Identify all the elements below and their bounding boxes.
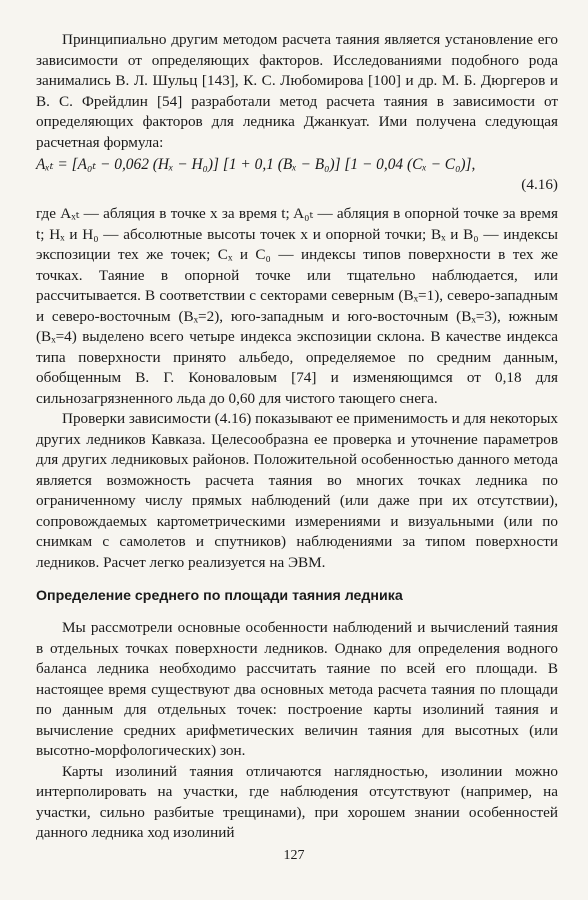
- page-number: 127: [283, 848, 305, 863]
- paragraph-isolines: Карты изолиний таяния отличаются наглядностью, изолинии можно интерполировать на участки, где наблюдения отсутствуют (например, на участки, сильно разбитые трещинами), при хорошем знании особенностей данного ледника ход изолиний: [36, 762, 558, 841]
- text-block-top: [36, 30, 558, 153]
- formula-4-16: [36, 155, 558, 175]
- text-block-middle: [36, 204, 558, 573]
- paragraph-methods: Мы рассмотрели основные особенности наблюдений и вычислений таяния в отдельных точках поверхности ледников. Однако для определения водного баланса ледника необходимо рассчитать таяние по всей его площади. В настоящее время существуют два основных метода расчета таяния по площади по данным для отдельных точек: построение карты изолиний таяния и вычисление средних арифметических величин таяния для высотных (или высотно-морфологических) зон.: [36, 619, 558, 759]
- paragraph-verification: Проверки зависимости (4.16) показывают ее применимость и для некоторых других ледников Кавказа. Целесообразна ее проверка и уточнение параметров для других ледниковых районов. Положительной особенностью данного метода является возможность расчета таяния во многих точках ледника по ограниченному числу прямых наблюдений (или даже при их отсутствии), сопровождаемых картометрическими измерениями и визуальными (или по снимкам с самолетов и спутников) наблюдениями за типом поверхности ледников. Расчет легко реализуется на ЭВМ.: [36, 410, 558, 571]
- paragraph-definitions: где Aₓₜ — абляция в точке x за время t; A₀ₜ — абляция в опорной точке за время t; Hₓ и H₀ — абсолютные высоты точек x и опорной точки; Bₓ и B₀ — индексы экспозиции тех же точек; Cₓ и C₀ — индексы типов поверхности в тех же точках. Таяние в опорной точке или тщательно наблюдается, или рассчитывается. В соответствии с секторами северным (Bₓ=1), северо-западным и северо-восточным (Bₓ=2), юго-западным и юго-восточным (Bₓ=3), южным (Bₓ=4) выделено всего четыре индекса экспозиции склона. В качестве индекса типа поверхности принято альбедо, определяемое по средним данным, обобщенным В. Г. Коноваловым [74] и изменяющимся от 0,18 для сильнозагрязненного льда до 0,60 для чистого тающего снега.: [36, 205, 558, 407]
- paragraph-intro: Принципиально другим методом расчета таяния является установление его зависимости от определяющих факторов. Исследованиями подобного рода занимались В. Л. Шульц [143], К. С. Любомирова [100] и др. М. Б. Дюргеров и В. С. Фрейдлин [54] разработали метод расчета таяния в зависимости от определяющих факторов для ледника Джанкуат. Ими получена следующая расчетная формула:: [36, 31, 558, 151]
- section-heading: Определение среднего по площади таяния ледника: [36, 588, 403, 604]
- text-block-bottom: [36, 618, 558, 844]
- formula-number: (4.16): [521, 176, 558, 193]
- formula-text: Aₓₜ = [A₀ₜ − 0,062 (Hₓ − H₀)] [1 + 0,1 (Bₓ − B₀)] [1 − 0,04 (Cₓ − C₀)],: [36, 156, 476, 173]
